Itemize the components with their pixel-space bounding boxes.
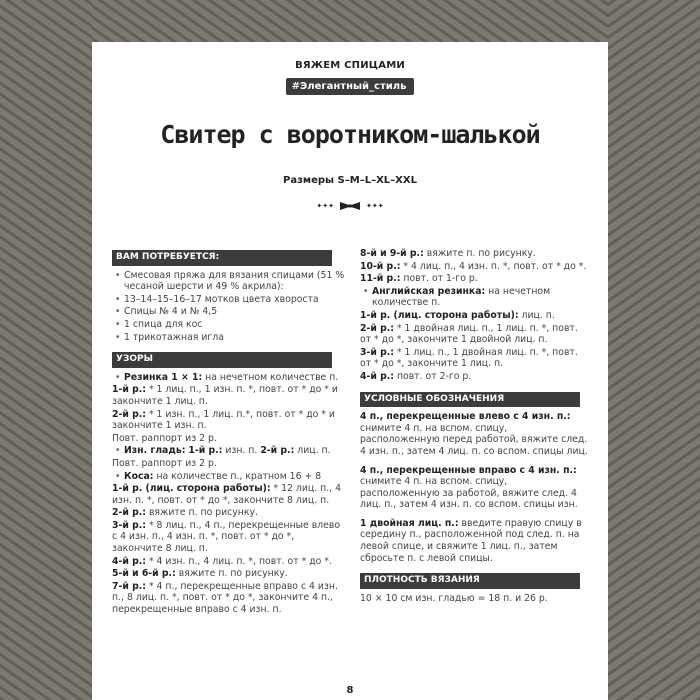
pattern-row: 5-й и 6-й р.: вяжите п. по рисунку. (112, 568, 288, 580)
legend-item: 4 п., перекрещенные вправо с 4 изн. п.: снимите 4 п. на вспом. спицу, расположенную за работой, вяжите след. 4 лиц. п., затем 4 изн. п. со вспом. спицы изн. (360, 464, 578, 511)
pattern-row: 10-й р.: * 4 лиц. п., 4 изн. п. *, повт. от * до *. (360, 260, 587, 272)
materials-item: • 13–14–15–16–17 мотков цвета хворостa (112, 294, 347, 306)
pattern-english-rib: • Английская резинка: на нечетном количестве п. (360, 286, 588, 309)
right-column (360, 248, 588, 605)
page-title: Свитер с воротником-шалькой (160, 120, 540, 149)
materials-item: • 1 трикотажная игла (112, 332, 347, 344)
page-header (92, 60, 608, 95)
pattern-row: 7-й р.: * 4 п., перекрещенные вправо с 4 изн. п., 8 лиц. п. *, повт. от * до *, закончите 4 п., перекрещенные вправо с 4 изн. п. (112, 580, 338, 616)
pattern-repeat: Повт. раппорт из 2 р. (112, 432, 217, 444)
pattern-cable: • Коса: на количестве п., кратном 16 + 8 (112, 471, 347, 483)
density-text: 10 × 10 см изн. гладью = 18 п. и 26 р. (360, 592, 548, 604)
pattern-row: 2-й р.: вяжите п. по рисунку. (112, 507, 258, 519)
pattern-row: 3-й р.: * 8 лиц. п., 4 п., перекрещенные влево с 4 изн. п., 4 изн. п. *, повт. от * до *, закончите 8 лиц. п. (112, 519, 341, 555)
divider-stars-right: ✦✦✦ (366, 202, 384, 210)
hashtag-badge: #Элегантный_стиль (286, 78, 415, 95)
decorative-border-right (608, 0, 700, 700)
density-heading: ПЛОТНОСТЬ ВЯЗАНИЯ (360, 573, 580, 589)
pattern-row: 11-й р.: повт. от 1-го р. (360, 273, 478, 285)
pattern-row: 1-й р. (лиц. сторона работы): лиц. п. (360, 309, 555, 321)
materials-item: • Смесовая пряжа для вязания спицами (51 % чесаной шерсти и 49 % акрила): (112, 270, 347, 293)
materials-item: • 1 спица для кос (112, 319, 347, 331)
sizes-line: Размеры S–M–L–XL–XXL (283, 175, 417, 186)
legend-item: 1 двойная лиц. п.: введите правую спицу в середину п., расположенной под след. п. на левой спице, и свяжите 1 лиц. п., затем сбросьте п. с левой спицы. (360, 517, 582, 564)
legend-item: 4 п., перекрещенные влево с 4 изн. п.: снимите 4 п. на вспом. спицу, расположенную перед работой, вяжите след. 4 изн. п., затем 4 лиц. п. со вспом. спицы лиц. (360, 411, 588, 457)
pattern-rib: • Резинка 1 × 1: на нечетном количестве п. (112, 372, 347, 384)
pattern-row: 2-й р.: * 1 изн. п., 1 лиц. п.*, повт. от * до * и закончите 1 изн. п. (112, 408, 335, 432)
pattern-row: 2-й р.: * 1 двойная лиц. п., 1 лиц. п. *, повт. от * до *, закончите 1 двойной лиц. п. (360, 322, 578, 346)
pattern-repeat: Повт. раппорт из 2 р. (112, 457, 217, 469)
materials-item: • Спицы № 4 и № 4,5 (112, 306, 347, 318)
pattern-row: 8-й и 9-й р.: вяжите п. по рисунку. (360, 248, 536, 259)
pattern-row: 1-й р. (лиц. сторона работы): * 12 лиц. п., 4 изн. п. *, повт. от * до *, закончите 8 лиц. п. (112, 483, 342, 506)
patterns-heading: УЗОРЫ (112, 352, 332, 368)
pattern-row: 1-й р.: * 1 лиц. п., 1 изн. п. *, повт. от * до * и закончите 1 лиц. п. (112, 384, 338, 407)
pattern-row: 3-й р.: * 1 лиц. п., 1 двойная лиц. п. *, повт. от * до *, закончите 1 лиц. п. (360, 346, 578, 370)
bow-icon (339, 201, 361, 211)
ornament-divider (302, 199, 398, 213)
left-column (112, 248, 347, 617)
section-label: ВЯЖЕМ СПИЦАМИ (295, 60, 405, 71)
pattern-purl: • Изн. гладь: 1-й р.: изн. п. 2-й р.: лиц. п. (112, 445, 347, 457)
magazine-page (92, 42, 608, 700)
legend-heading: УСЛОВНЫЕ ОБОЗНАЧЕНИЯ (360, 392, 580, 408)
materials-heading: ВАМ ПОТРЕБУЕТСЯ: (112, 250, 332, 266)
decorative-border-top (0, 0, 700, 42)
pattern-row: 4-й р.: * 4 изн. п., 4 лиц. п. *, повт. от * до *. (112, 555, 332, 567)
divider-stars-left: ✦✦✦ (316, 202, 334, 210)
page-number: 8 (337, 682, 363, 700)
decorative-border-left (0, 0, 92, 700)
pattern-row: 4-й р.: повт. от 2-го р. (360, 370, 472, 382)
